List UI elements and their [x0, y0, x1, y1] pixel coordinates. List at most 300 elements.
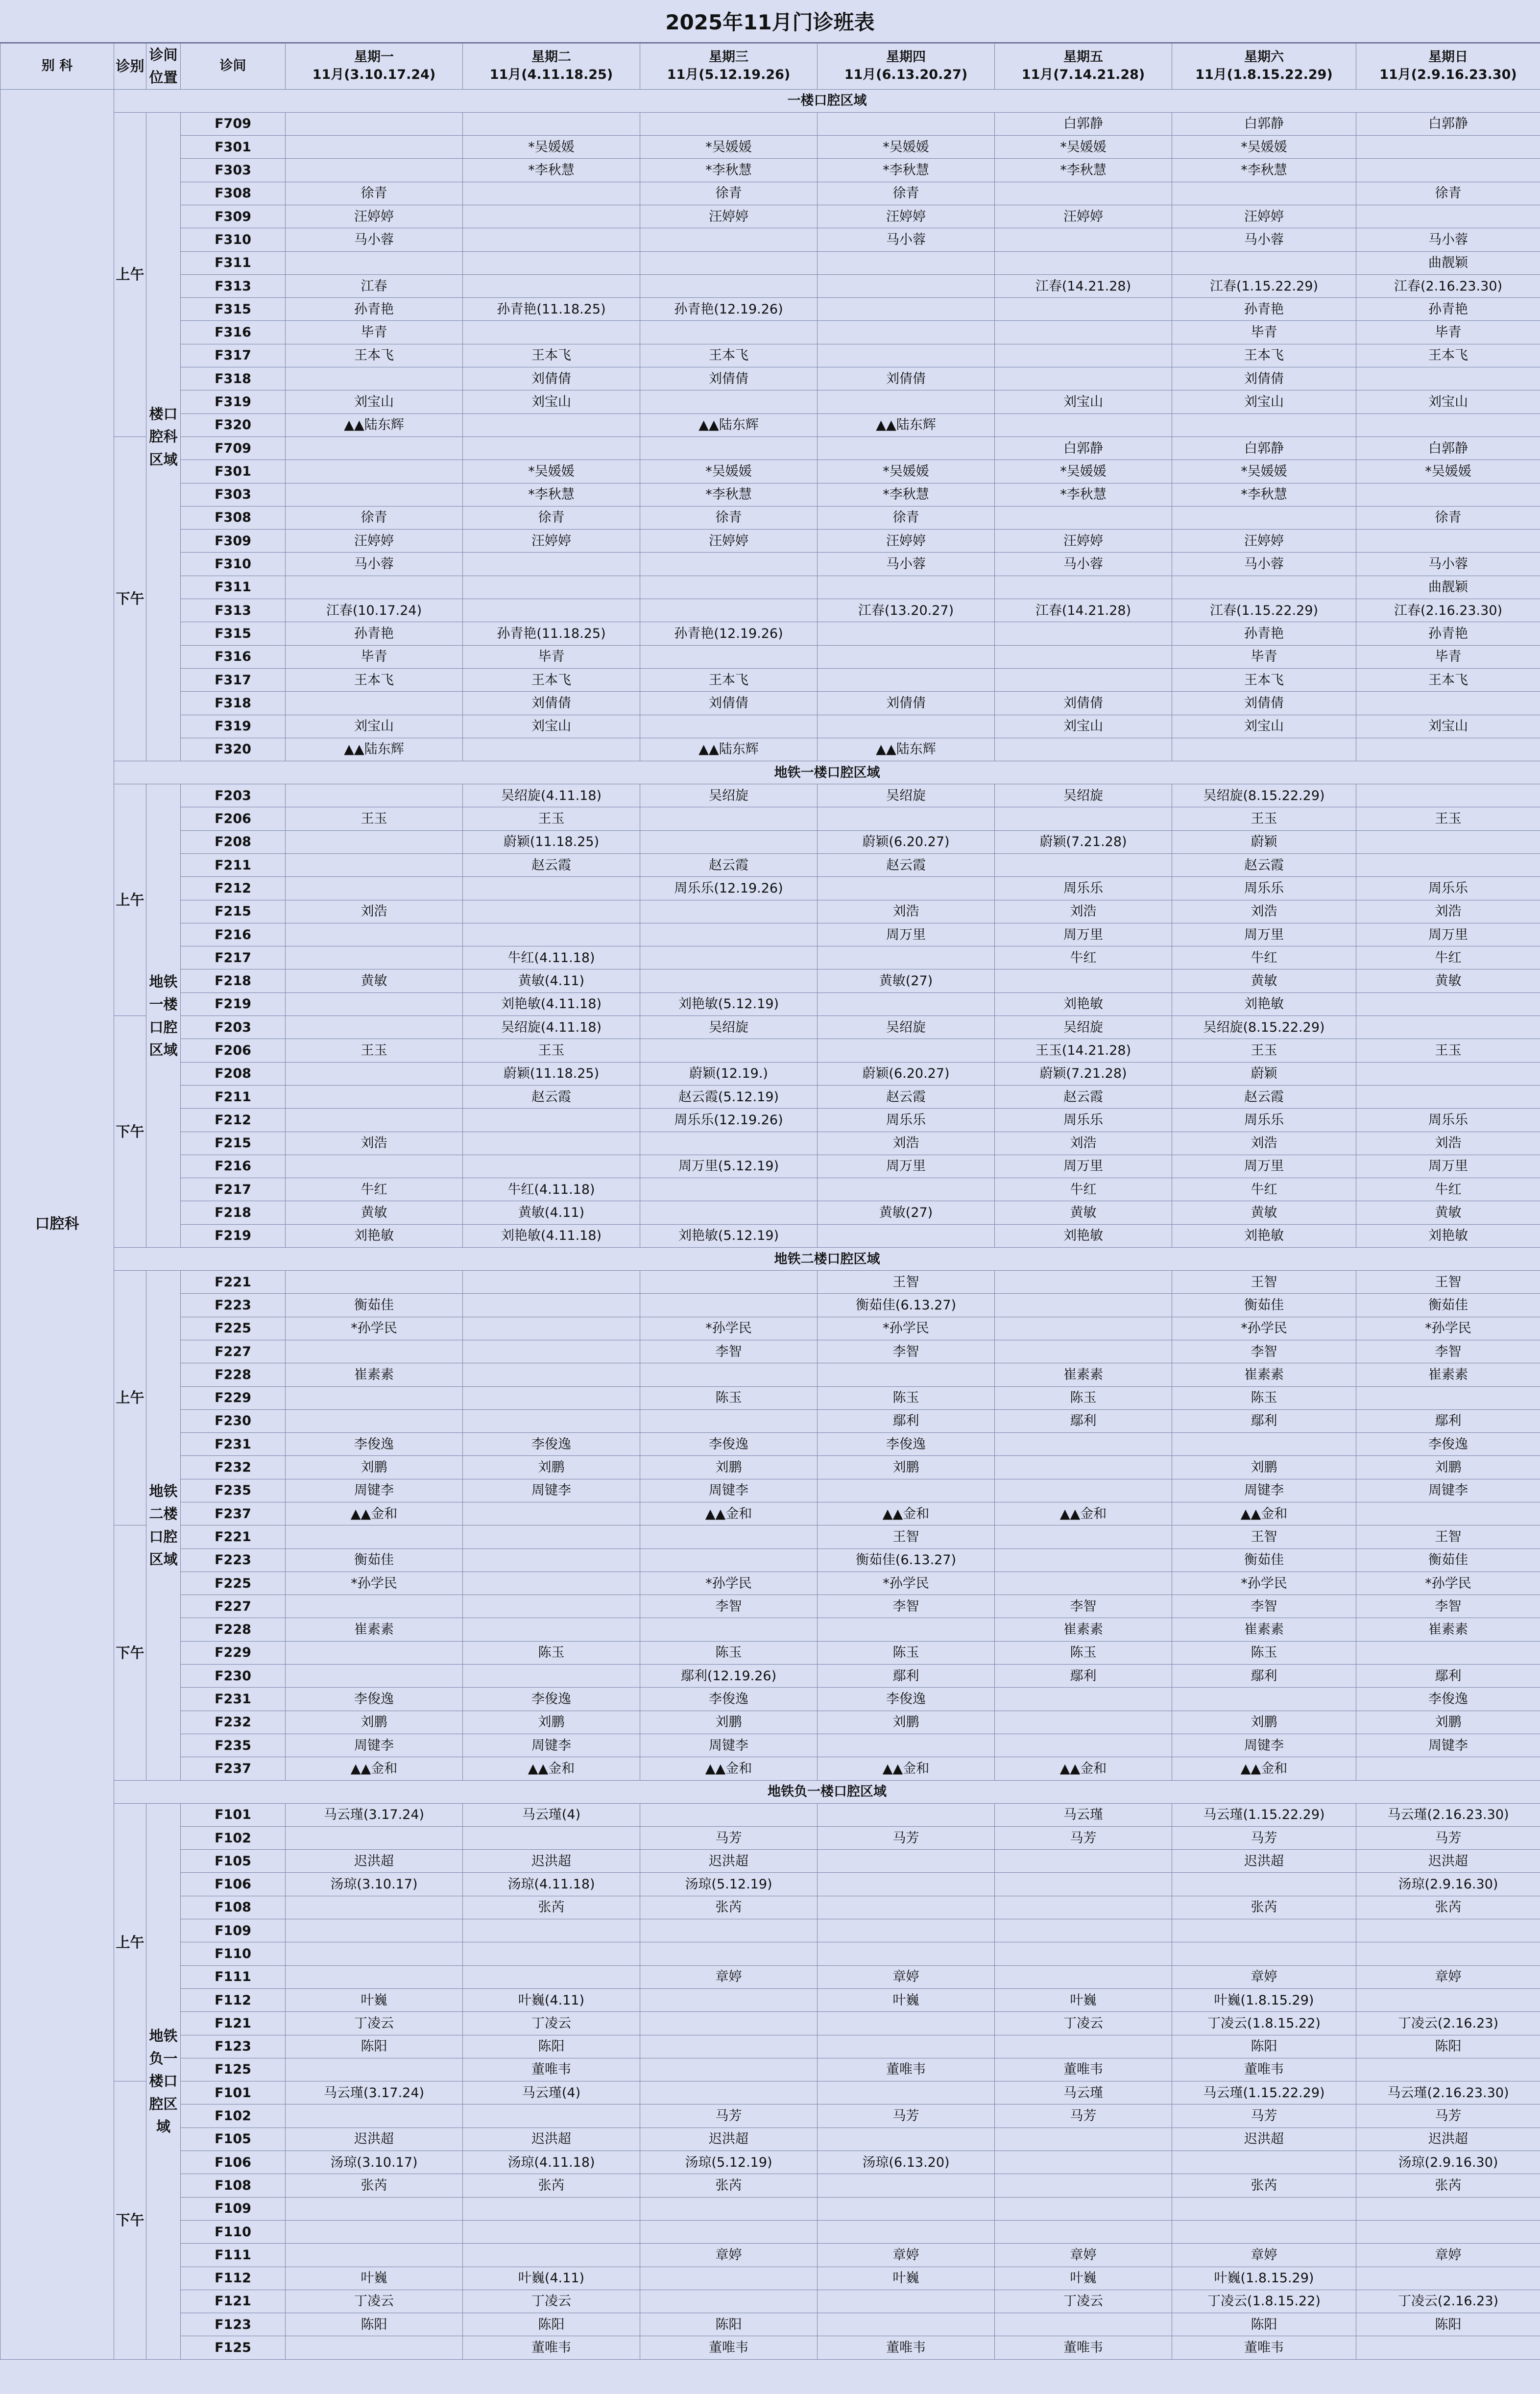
room-cell: F309 — [181, 205, 286, 228]
doctor-cell: 马芳 — [1356, 2104, 1540, 2128]
doctor-cell: 汪婷婷 — [1172, 530, 1356, 553]
doctor-cell — [286, 1665, 463, 1688]
doctor-cell — [286, 159, 463, 182]
doctor-cell: 曲靓颖 — [1356, 576, 1540, 599]
section-title: 地铁负一楼口腔区域 — [114, 1780, 1540, 1803]
doctor-cell: 牛红 — [1356, 946, 1540, 969]
doctor-cell: 王智 — [1356, 1271, 1540, 1294]
doctor-cell: 刘浩 — [1172, 900, 1356, 923]
doctor-cell: 崔素素 — [286, 1618, 463, 1641]
table-row — [0, 622, 1540, 645]
doctor-cell — [1172, 1688, 1356, 1711]
doctor-cell: 徐青 — [463, 506, 640, 529]
doctor-cell: 崔素素 — [1356, 1618, 1540, 1641]
table-row — [0, 692, 1540, 715]
doctor-cell — [995, 1525, 1172, 1548]
room-cell: F316 — [181, 645, 286, 668]
doctor-cell — [995, 853, 1172, 876]
doctor-cell: 马云瑾(2.16.23.30) — [1356, 2081, 1540, 2104]
table-row — [0, 1201, 1540, 1224]
doctor-cell: 马小蓉 — [1356, 553, 1540, 576]
doctor-cell: *李秋慧 — [1172, 159, 1356, 182]
room-cell: F211 — [181, 853, 286, 876]
doctor-cell — [640, 969, 818, 992]
doctor-cell: 丁凌云 — [286, 2290, 463, 2313]
doctor-cell — [463, 228, 640, 251]
room-cell: F303 — [181, 483, 286, 506]
doctor-cell: 江春(2.16.23.30) — [1356, 599, 1540, 622]
room-cell: F232 — [181, 1456, 286, 1479]
doctor-cell: 孙青艳(11.18.25) — [463, 298, 640, 321]
doctor-cell — [463, 1340, 640, 1363]
table-row — [0, 530, 1540, 553]
table-row — [0, 2220, 1540, 2243]
room-cell: F229 — [181, 1641, 286, 1664]
room-cell: F317 — [181, 344, 286, 367]
doctor-cell: 曲靓颖 — [1356, 251, 1540, 274]
day-name: 星期五 — [1063, 49, 1103, 65]
section-title: 地铁二楼口腔区域 — [114, 1248, 1540, 1271]
doctor-cell — [463, 2104, 640, 2128]
doctor-cell: 王本飞 — [640, 668, 818, 691]
room-cell: F308 — [181, 506, 286, 529]
doctor-cell — [1356, 2267, 1540, 2290]
room-cell: F112 — [181, 1988, 286, 2011]
doctor-cell: 章婷 — [818, 2244, 995, 2267]
doctor-cell: 崔素素 — [1356, 1363, 1540, 1386]
table-row — [0, 1757, 1540, 1780]
doctor-cell: 汪婷婷 — [463, 530, 640, 553]
doctor-cell: 毕青 — [1356, 645, 1540, 668]
doctor-cell — [995, 1317, 1172, 1340]
table-row — [0, 1826, 1540, 1849]
doctor-cell: 黄敏(27) — [818, 969, 995, 992]
doctor-cell — [995, 1688, 1172, 1711]
doctor-cell — [995, 2035, 1172, 2058]
doctor-cell — [286, 1409, 463, 1432]
doctor-cell: 王玉 — [1356, 807, 1540, 830]
doctor-cell: 牛红 — [1172, 1178, 1356, 1201]
doctor-cell — [818, 321, 995, 344]
room-cell: F223 — [181, 1548, 286, 1572]
doctor-cell — [463, 900, 640, 923]
doctor-cell — [1356, 1757, 1540, 1780]
table-row — [0, 228, 1540, 251]
doctor-cell — [1172, 1942, 1356, 1965]
doctor-cell: 周键李 — [463, 1734, 640, 1757]
doctor-cell — [286, 1271, 463, 1294]
day-name: 星期四 — [886, 49, 926, 65]
section-row — [0, 89, 1540, 112]
doctor-cell — [818, 1942, 995, 1965]
doctor-cell — [640, 576, 818, 599]
doctor-cell — [818, 344, 995, 367]
table-row — [0, 738, 1540, 761]
doctor-cell: 刘艳敏(5.12.19) — [640, 992, 818, 1016]
doctor-cell — [463, 274, 640, 297]
location-label: 地铁一楼口腔区域 — [146, 784, 181, 1248]
doctor-cell: *吴媛媛 — [463, 136, 640, 159]
doctor-cell — [286, 2058, 463, 2081]
doctor-cell — [286, 877, 463, 900]
doctor-cell — [818, 715, 995, 738]
doctor-cell — [463, 2197, 640, 2220]
doctor-cell: 李俊逸 — [286, 1688, 463, 1711]
doctor-cell: 牛红 — [995, 1178, 1172, 1201]
doctor-cell — [995, 738, 1172, 761]
table-row — [0, 668, 1540, 691]
doctor-cell — [286, 460, 463, 483]
doctor-cell: 李俊逸 — [640, 1433, 818, 1456]
schedule-body — [0, 89, 1540, 2359]
room-cell: F102 — [181, 2104, 286, 2128]
header-day — [1172, 44, 1356, 90]
doctor-cell — [1356, 738, 1540, 761]
room-cell: F230 — [181, 1665, 286, 1688]
doctor-cell — [463, 1665, 640, 1688]
table-row — [0, 946, 1540, 969]
doctor-cell — [463, 1595, 640, 1618]
doctor-cell — [463, 1572, 640, 1595]
doctor-cell: 白郭静 — [1356, 112, 1540, 135]
doctor-cell — [995, 1340, 1172, 1363]
doctor-cell — [818, 645, 995, 668]
doctor-cell: 黄敏 — [995, 1201, 1172, 1224]
doctor-cell — [286, 1340, 463, 1363]
table-row — [0, 1525, 1540, 1548]
doctor-cell — [640, 553, 818, 576]
doctor-cell: 汤琼(3.10.17) — [286, 1873, 463, 1896]
doctor-cell: 刘倩倩 — [640, 692, 818, 715]
doctor-cell: 刘鹏 — [818, 1456, 995, 1479]
doctor-cell — [286, 136, 463, 159]
doctor-cell — [1356, 530, 1540, 553]
doctor-cell: 王智 — [1172, 1525, 1356, 1548]
doctor-cell: 叶巍(1.8.15.29) — [1172, 2267, 1356, 2290]
room-cell: F231 — [181, 1688, 286, 1711]
doctor-cell: 刘倩倩 — [995, 692, 1172, 715]
room-cell: F311 — [181, 576, 286, 599]
doctor-cell — [286, 1641, 463, 1664]
day-name: 星期一 — [354, 49, 394, 65]
doctor-cell: 马云瑾(3.17.24) — [286, 2081, 463, 2104]
doctor-cell — [286, 1386, 463, 1409]
doctor-cell — [640, 900, 818, 923]
doctor-cell: 周乐乐(12.19.26) — [640, 877, 818, 900]
table-row — [0, 1965, 1540, 1988]
header-row — [0, 44, 1540, 90]
header-day — [640, 44, 818, 90]
doctor-cell: 崔素素 — [1172, 1618, 1356, 1641]
doctor-cell: 刘鹏 — [286, 1711, 463, 1734]
doctor-cell — [463, 738, 640, 761]
doctor-cell: 周万里 — [995, 1155, 1172, 1178]
doctor-cell — [463, 1942, 640, 1965]
room-cell: F106 — [181, 2151, 286, 2174]
doctor-cell: 江春(1.15.22.29) — [1172, 599, 1356, 622]
doctor-cell — [995, 298, 1172, 321]
doctor-cell: *李秋慧 — [818, 483, 995, 506]
table-row — [0, 784, 1540, 807]
doctor-cell — [463, 576, 640, 599]
doctor-cell — [640, 1988, 818, 2011]
doctor-cell: 周万里 — [995, 923, 1172, 946]
doctor-cell — [640, 2267, 818, 2290]
doctor-cell — [818, 298, 995, 321]
doctor-cell: *孙学民 — [640, 1317, 818, 1340]
doctor-cell: ▲▲金和 — [818, 1502, 995, 1525]
doctor-cell: 周万里 — [1172, 1155, 1356, 1178]
doctor-cell: 陈玉 — [1172, 1641, 1356, 1664]
doctor-cell: 吴绍旋(4.11.18) — [463, 784, 640, 807]
doctor-cell — [640, 2290, 818, 2313]
doctor-cell — [995, 228, 1172, 251]
doctor-cell — [640, 228, 818, 251]
doctor-cell — [286, 946, 463, 969]
session-label: 下午 — [114, 436, 146, 761]
doctor-cell — [463, 1919, 640, 1942]
doctor-cell: 马芳 — [818, 2104, 995, 2128]
doctor-cell — [463, 1826, 640, 1849]
doctor-cell: 陈玉 — [640, 1641, 818, 1664]
doctor-cell — [1356, 159, 1540, 182]
doctor-cell: 陈玉 — [818, 1386, 995, 1409]
doctor-cell — [818, 2174, 995, 2197]
doctor-cell — [818, 1039, 995, 1062]
doctor-cell: 江春(10.17.24) — [286, 599, 463, 622]
doctor-cell — [995, 1433, 1172, 1456]
doctor-cell: 李俊逸 — [463, 1688, 640, 1711]
doctor-cell: 章婷 — [1172, 1965, 1356, 1988]
room-cell: F111 — [181, 2244, 286, 2267]
table-row — [0, 251, 1540, 274]
doctor-cell: 周键李 — [1172, 1479, 1356, 1502]
doctor-cell: *李秋慧 — [463, 483, 640, 506]
doctor-cell: 张芮 — [1356, 2174, 1540, 2197]
table-row — [0, 2197, 1540, 2220]
doctor-cell: 王玉 — [286, 807, 463, 830]
doctor-cell — [995, 1942, 1172, 1965]
doctor-cell: 陈阳 — [463, 2313, 640, 2336]
doctor-cell — [1356, 205, 1540, 228]
doctor-cell: 刘艳敏 — [995, 1224, 1172, 1247]
doctor-cell — [640, 1294, 818, 1317]
doctor-cell: 汪婷婷 — [286, 530, 463, 553]
doctor-cell: 李智 — [1172, 1595, 1356, 1618]
room-cell: F225 — [181, 1572, 286, 1595]
doctor-cell: 吴绍旋 — [818, 784, 995, 807]
session-label: 上午 — [114, 112, 146, 436]
doctor-cell: 汤琼(5.12.19) — [640, 1873, 818, 1896]
doctor-cell: 赵云霞 — [463, 853, 640, 876]
table-row — [0, 1178, 1540, 1201]
doctor-cell: 刘鹏 — [1172, 1711, 1356, 1734]
doctor-cell: 丁凌云 — [463, 2012, 640, 2035]
table-row — [0, 2290, 1540, 2313]
table-row — [0, 460, 1540, 483]
doctor-cell — [1172, 1433, 1356, 1456]
doctor-cell: 刘浩 — [1356, 1132, 1540, 1155]
doctor-cell: ▲▲金和 — [640, 1757, 818, 1780]
doctor-cell: 孙青艳(12.19.26) — [640, 298, 818, 321]
doctor-cell: 鄢利 — [818, 1409, 995, 1432]
room-cell: F121 — [181, 2290, 286, 2313]
doctor-cell — [640, 2012, 818, 2035]
doctor-cell — [818, 2035, 995, 2058]
table-row — [0, 1688, 1540, 1711]
doctor-cell: 周键李 — [1356, 1479, 1540, 1502]
room-cell: F111 — [181, 1965, 286, 1988]
header-day — [1356, 44, 1540, 90]
doctor-cell — [286, 1942, 463, 1965]
doctor-cell — [818, 2220, 995, 2243]
doctor-cell — [463, 2244, 640, 2267]
room-cell: F227 — [181, 1595, 286, 1618]
doctor-cell — [286, 1155, 463, 1178]
doctor-cell — [1356, 1502, 1540, 1525]
room-cell: F208 — [181, 830, 286, 853]
doctor-cell — [640, 599, 818, 622]
room-cell: F102 — [181, 1826, 286, 1849]
doctor-cell: 李智 — [1356, 1595, 1540, 1618]
doctor-cell — [995, 1965, 1172, 1988]
doctor-cell — [818, 251, 995, 274]
doctor-cell — [286, 1062, 463, 1085]
doctor-cell: 鄢利(12.19.26) — [640, 1665, 818, 1688]
doctor-cell: 毕青 — [286, 645, 463, 668]
doctor-cell: 王智 — [818, 1271, 995, 1294]
doctor-cell: 丁凌云(2.16.23) — [1356, 2290, 1540, 2313]
doctor-cell: 王本飞 — [1172, 344, 1356, 367]
doctor-cell — [640, 274, 818, 297]
table-row — [0, 159, 1540, 182]
doctor-cell: ▲▲陆东辉 — [286, 738, 463, 761]
doctor-cell: 周乐乐 — [1172, 1109, 1356, 1132]
doctor-cell: 刘倩倩 — [818, 692, 995, 715]
table-row — [0, 1155, 1540, 1178]
room-cell: F310 — [181, 553, 286, 576]
doctor-cell — [1172, 413, 1356, 436]
doctor-cell: 陈阳 — [463, 2035, 640, 2058]
doctor-cell — [640, 2220, 818, 2243]
doctor-cell: 周乐乐(12.19.26) — [640, 1109, 818, 1132]
doctor-cell: 刘鹏 — [286, 1456, 463, 1479]
doctor-cell: 吴绍旋 — [640, 1016, 818, 1039]
room-cell: F317 — [181, 668, 286, 691]
doctor-cell — [640, 807, 818, 830]
doctor-cell: 吴绍旋 — [995, 784, 1172, 807]
session-label: 上午 — [114, 784, 146, 1016]
room-cell: F221 — [181, 1525, 286, 1548]
doctor-cell — [286, 251, 463, 274]
doctor-cell — [818, 274, 995, 297]
doctor-cell: 李智 — [640, 1340, 818, 1363]
doctor-cell: 刘鹏 — [1172, 1456, 1356, 1479]
doctor-cell — [818, 1896, 995, 1919]
table-row — [0, 2313, 1540, 2336]
session-label: 下午 — [114, 2081, 146, 2360]
doctor-cell: 刘浩 — [1172, 1132, 1356, 1155]
doctor-cell: 刘浩 — [286, 900, 463, 923]
room-cell: F108 — [181, 1896, 286, 1919]
doctor-cell: 周万里(5.12.19) — [640, 1155, 818, 1178]
table-row — [0, 413, 1540, 436]
table-row — [0, 1317, 1540, 1340]
doctor-cell — [818, 1479, 995, 1502]
doctor-cell — [640, 1178, 818, 1201]
doctor-cell: 陈阳 — [1356, 2313, 1540, 2336]
doctor-cell: 刘浩 — [995, 1132, 1172, 1155]
doctor-cell — [818, 1873, 995, 1896]
doctor-cell: ▲▲金和 — [463, 1757, 640, 1780]
page-title: 2025年11月门诊班表 — [0, 0, 1540, 43]
room-cell: F318 — [181, 367, 286, 390]
doctor-cell: 章婷 — [995, 2244, 1172, 2267]
header-room: 诊间 — [181, 44, 286, 90]
location-label: 地铁负一楼口腔区域 — [146, 1803, 181, 2359]
doctor-cell: 孙青艳 — [1172, 298, 1356, 321]
room-cell: F110 — [181, 1942, 286, 1965]
table-row — [0, 1109, 1540, 1132]
table-row — [0, 2267, 1540, 2290]
doctor-cell: 董唯韦 — [1172, 2058, 1356, 2081]
doctor-cell: 董唯韦 — [640, 2336, 818, 2359]
doctor-cell: 张芮 — [1172, 1896, 1356, 1919]
doctor-cell: 刘倩倩 — [463, 692, 640, 715]
header-location: 诊间位置 — [146, 44, 181, 90]
section-row — [0, 761, 1540, 784]
doctor-cell: 赵云霞 — [818, 1085, 995, 1108]
doctor-cell: 牛红 — [995, 946, 1172, 969]
room-cell: F237 — [181, 1757, 286, 1780]
room-cell: F227 — [181, 1340, 286, 1363]
doctor-cell: 刘倩倩 — [1172, 367, 1356, 390]
doctor-cell: 王玉 — [286, 1039, 463, 1062]
doctor-cell: 李俊逸 — [818, 1433, 995, 1456]
doctor-cell: 马芳 — [640, 2104, 818, 2128]
table-row — [0, 274, 1540, 297]
doctor-cell: 赵云霞 — [463, 1085, 640, 1108]
table-row — [0, 969, 1540, 992]
doctor-cell: 王玉 — [463, 1039, 640, 1062]
location-label: 楼口腔科区域 — [146, 112, 181, 761]
table-row — [0, 1942, 1540, 1965]
table-row — [0, 1734, 1540, 1757]
table-row — [0, 321, 1540, 344]
doctor-cell — [818, 946, 995, 969]
doctor-cell: 江春(14.21.28) — [995, 599, 1172, 622]
doctor-cell: 李智 — [995, 1595, 1172, 1618]
doctor-cell: *吴媛媛 — [1172, 136, 1356, 159]
table-row — [0, 1896, 1540, 1919]
doctor-cell: *吴媛媛 — [1172, 460, 1356, 483]
table-row — [0, 645, 1540, 668]
room-cell: F109 — [181, 1919, 286, 1942]
doctor-cell: 周键李 — [286, 1479, 463, 1502]
doctor-cell: 毕青 — [463, 645, 640, 668]
doctor-cell: 汤琼(4.11.18) — [463, 1873, 640, 1896]
doctor-cell — [995, 1919, 1172, 1942]
doctor-cell: 陈玉 — [463, 1641, 640, 1664]
room-cell: F108 — [181, 2174, 286, 2197]
doctor-cell — [995, 1479, 1172, 1502]
doctor-cell — [640, 1409, 818, 1432]
table-row — [0, 1919, 1540, 1942]
doctor-cell — [640, 1548, 818, 1572]
doctor-cell — [1356, 2336, 1540, 2359]
room-cell: F235 — [181, 1479, 286, 1502]
doctor-cell: 周万里 — [1356, 923, 1540, 946]
